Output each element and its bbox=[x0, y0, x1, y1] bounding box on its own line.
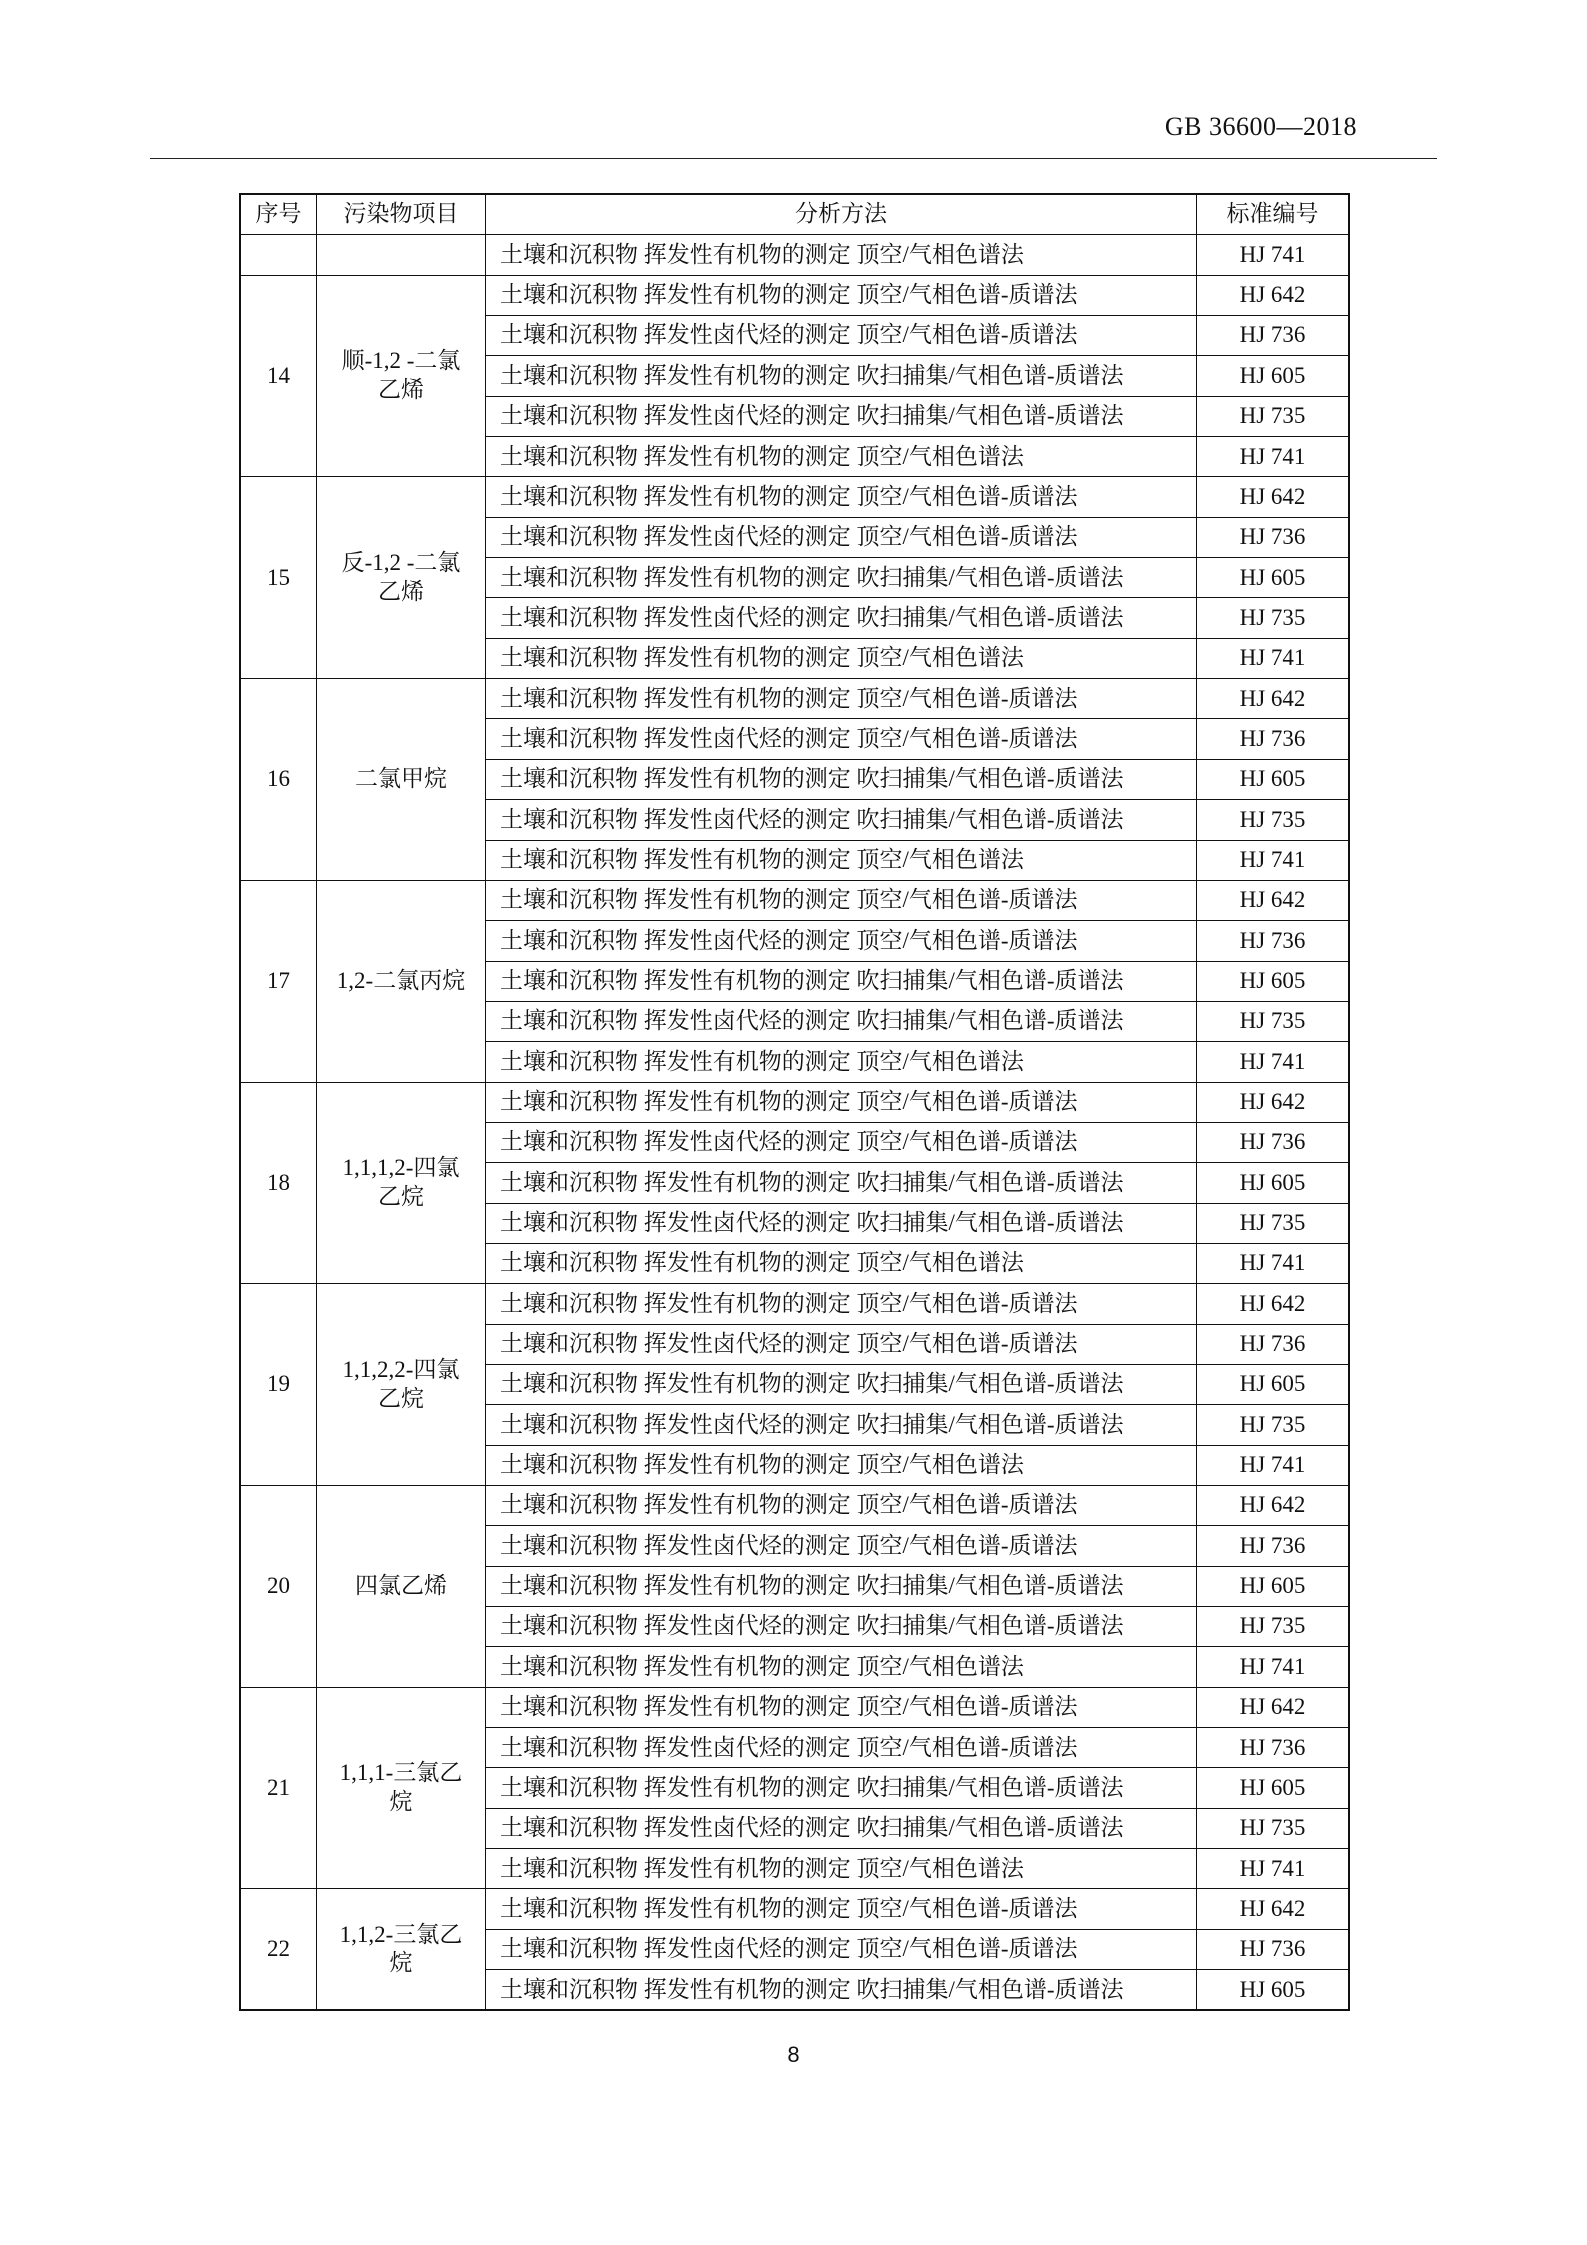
standard-code-cell: HJ 736 bbox=[1197, 1122, 1350, 1162]
pollutant-name-cell bbox=[317, 1687, 486, 1889]
row-number-cell: 15 bbox=[240, 477, 317, 679]
standard-code-cell: HJ 736 bbox=[1197, 1728, 1350, 1768]
row-number-cell: 18 bbox=[240, 1082, 317, 1284]
standard-code-cell: HJ 741 bbox=[1197, 638, 1350, 678]
method-cell: 土壤和沉积物 挥发性有机物的测定 顶空/气相色谱-质谱法 bbox=[486, 275, 1197, 315]
method-cell: 土壤和沉积物 挥发性有机物的测定 顶空/气相色谱法 bbox=[486, 1042, 1197, 1082]
standard-code-cell: HJ 736 bbox=[1197, 719, 1350, 759]
method-cell: 土壤和沉积物 挥发性有机物的测定 吹扫捕集/气相色谱-质谱法 bbox=[486, 1364, 1197, 1404]
standard-code-cell: HJ 642 bbox=[1197, 477, 1350, 517]
method-cell: 土壤和沉积物 挥发性卤代烃的测定 吹扫捕集/气相色谱-质谱法 bbox=[486, 800, 1197, 840]
method-cell: 土壤和沉积物 挥发性有机物的测定 吹扫捕集/气相色谱-质谱法 bbox=[486, 558, 1197, 598]
standard-code-cell: HJ 741 bbox=[1197, 840, 1350, 880]
standard-code-cell: HJ 735 bbox=[1197, 1405, 1350, 1445]
method-cell: 土壤和沉积物 挥发性有机物的测定 顶空/气相色谱-质谱法 bbox=[486, 1486, 1197, 1526]
standard-code-cell: HJ 741 bbox=[1197, 1042, 1350, 1082]
method-cell: 土壤和沉积物 挥发性有机物的测定 顶空/气相色谱-质谱法 bbox=[486, 1284, 1197, 1324]
table-row bbox=[240, 679, 1349, 719]
standard-code: GB 36600—2018 bbox=[1164, 112, 1357, 141]
table-body bbox=[240, 235, 1349, 2011]
pollutant-name-cell bbox=[317, 1889, 486, 2011]
method-cell: 土壤和沉积物 挥发性卤代烃的测定 顶空/气相色谱-质谱法 bbox=[486, 517, 1197, 557]
standard-code-cell: HJ 642 bbox=[1197, 275, 1350, 315]
pollutant-name-cell bbox=[317, 1082, 486, 1284]
method-cell: 土壤和沉积物 挥发性有机物的测定 吹扫捕集/气相色谱-质谱法 bbox=[486, 1768, 1197, 1808]
pollutant-name: 1,1,1,2-四氯乙烷 bbox=[342, 1155, 460, 1209]
pollutant-name: 二氯甲烷 bbox=[355, 766, 447, 792]
method-cell: 土壤和沉积物 挥发性卤代烃的测定 吹扫捕集/气相色谱-质谱法 bbox=[486, 1808, 1197, 1848]
row-number-cell: 20 bbox=[240, 1486, 317, 1688]
pollutant-name-cell bbox=[317, 235, 486, 275]
standard-code-cell: HJ 642 bbox=[1197, 1687, 1350, 1727]
method-cell: 土壤和沉积物 挥发性有机物的测定 吹扫捕集/气相色谱-质谱法 bbox=[486, 961, 1197, 1001]
table-row bbox=[240, 1687, 1349, 1727]
pollutant-name-cell bbox=[317, 1486, 486, 1688]
pollutant-name-cell bbox=[317, 1284, 486, 1486]
method-cell: 土壤和沉积物 挥发性卤代烃的测定 顶空/气相色谱-质谱法 bbox=[486, 1526, 1197, 1566]
column-header-no: 序号 bbox=[240, 194, 317, 235]
standard-code-cell: HJ 605 bbox=[1197, 1566, 1350, 1606]
method-cell: 土壤和沉积物 挥发性有机物的测定 吹扫捕集/气相色谱-质谱法 bbox=[486, 759, 1197, 799]
standard-code-cell: HJ 642 bbox=[1197, 1889, 1350, 1929]
method-cell: 土壤和沉积物 挥发性有机物的测定 顶空/气相色谱-质谱法 bbox=[486, 1082, 1197, 1122]
standard-code-cell: HJ 741 bbox=[1197, 1647, 1350, 1687]
standard-code-cell: HJ 642 bbox=[1197, 1284, 1350, 1324]
table-row bbox=[240, 1082, 1349, 1122]
method-cell: 土壤和沉积物 挥发性有机物的测定 顶空/气相色谱-质谱法 bbox=[486, 679, 1197, 719]
standard-code-cell: HJ 605 bbox=[1197, 558, 1350, 598]
pollutant-name: 反-1,2 -二氯乙烯 bbox=[341, 550, 461, 604]
standard-code-cell: HJ 735 bbox=[1197, 1203, 1350, 1243]
method-cell: 土壤和沉积物 挥发性卤代烃的测定 吹扫捕集/气相色谱-质谱法 bbox=[486, 1203, 1197, 1243]
row-number-cell: 22 bbox=[240, 1889, 317, 2011]
header-rule bbox=[150, 158, 1437, 159]
standard-code-cell: HJ 741 bbox=[1197, 1445, 1350, 1485]
standard-code-cell: HJ 642 bbox=[1197, 880, 1350, 920]
standard-code-cell: HJ 605 bbox=[1197, 961, 1350, 1001]
standard-code-cell: HJ 605 bbox=[1197, 1364, 1350, 1404]
standard-code-cell: HJ 605 bbox=[1197, 1163, 1350, 1203]
method-cell: 土壤和沉积物 挥发性有机物的测定 顶空/气相色谱法 bbox=[486, 1445, 1197, 1485]
standard-code-cell: HJ 642 bbox=[1197, 1082, 1350, 1122]
method-cell: 土壤和沉积物 挥发性卤代烃的测定 顶空/气相色谱-质谱法 bbox=[486, 1728, 1197, 1768]
method-cell: 土壤和沉积物 挥发性卤代烃的测定 顶空/气相色谱-质谱法 bbox=[486, 316, 1197, 356]
table-row bbox=[240, 235, 1349, 275]
table-row bbox=[240, 880, 1349, 920]
method-cell: 土壤和沉积物 挥发性有机物的测定 顶空/气相色谱-质谱法 bbox=[486, 477, 1197, 517]
method-cell: 土壤和沉积物 挥发性有机物的测定 顶空/气相色谱法 bbox=[486, 840, 1197, 880]
row-number-cell: 16 bbox=[240, 679, 317, 881]
row-number-cell: 17 bbox=[240, 880, 317, 1082]
method-cell: 土壤和沉积物 挥发性卤代烃的测定 吹扫捕集/气相色谱-质谱法 bbox=[486, 1607, 1197, 1647]
standard-code-cell: HJ 741 bbox=[1197, 235, 1350, 275]
method-cell: 土壤和沉积物 挥发性卤代烃的测定 吹扫捕集/气相色谱-质谱法 bbox=[486, 1001, 1197, 1041]
method-cell: 土壤和沉积物 挥发性有机物的测定 顶空/气相色谱-质谱法 bbox=[486, 1889, 1197, 1929]
standard-code-cell: HJ 735 bbox=[1197, 396, 1350, 436]
standard-code-cell: HJ 735 bbox=[1197, 598, 1350, 638]
standard-code-cell: HJ 741 bbox=[1197, 1243, 1350, 1283]
table-row bbox=[240, 1486, 1349, 1526]
method-cell: 土壤和沉积物 挥发性有机物的测定 顶空/气相色谱法 bbox=[486, 235, 1197, 275]
pollutant-name-cell bbox=[317, 477, 486, 679]
pollutant-name-cell bbox=[317, 880, 486, 1082]
method-cell: 土壤和沉积物 挥发性有机物的测定 吹扫捕集/气相色谱-质谱法 bbox=[486, 1970, 1197, 2011]
pollutant-name-cell bbox=[317, 275, 486, 477]
standard-code-cell: HJ 605 bbox=[1197, 1970, 1350, 2011]
method-cell: 土壤和沉积物 挥发性卤代烃的测定 顶空/气相色谱-质谱法 bbox=[486, 921, 1197, 961]
standard-code-cell: HJ 736 bbox=[1197, 316, 1350, 356]
standard-code-cell: HJ 642 bbox=[1197, 1486, 1350, 1526]
pollutant-name: 顺-1,2 -二氯乙烯 bbox=[341, 348, 461, 403]
method-cell: 土壤和沉积物 挥发性有机物的测定 顶空/气相色谱法 bbox=[486, 437, 1197, 477]
row-number-cell bbox=[240, 235, 317, 275]
method-cell: 土壤和沉积物 挥发性有机物的测定 吹扫捕集/气相色谱-质谱法 bbox=[486, 1566, 1197, 1606]
method-cell: 土壤和沉积物 挥发性有机物的测定 顶空/气相色谱法 bbox=[486, 638, 1197, 678]
standard-code-cell: HJ 605 bbox=[1197, 356, 1350, 396]
standard-code-cell: HJ 735 bbox=[1197, 1607, 1350, 1647]
method-cell: 土壤和沉积物 挥发性卤代烃的测定 顶空/气相色谱-质谱法 bbox=[486, 1122, 1197, 1162]
method-cell: 土壤和沉积物 挥发性卤代烃的测定 顶空/气相色谱-质谱法 bbox=[486, 1929, 1197, 1969]
method-cell: 土壤和沉积物 挥发性有机物的测定 吹扫捕集/气相色谱-质谱法 bbox=[486, 356, 1197, 396]
row-number-cell: 21 bbox=[240, 1687, 317, 1889]
standard-code-cell: HJ 736 bbox=[1197, 517, 1350, 557]
method-cell: 土壤和沉积物 挥发性有机物的测定 吹扫捕集/气相色谱-质谱法 bbox=[486, 1163, 1197, 1203]
column-header-method: 分析方法 bbox=[486, 194, 1197, 235]
standard-code-cell: HJ 605 bbox=[1197, 759, 1350, 799]
standard-code-cell: HJ 741 bbox=[1197, 1849, 1350, 1889]
pollutant-name: 1,1,2,2-四氯乙烷 bbox=[342, 1356, 460, 1411]
pollutant-name: 1,1,1-三氯乙烷 bbox=[339, 1760, 463, 1815]
standard-code-cell: HJ 736 bbox=[1197, 921, 1350, 961]
method-cell: 土壤和沉积物 挥发性有机物的测定 顶空/气相色谱法 bbox=[486, 1243, 1197, 1283]
method-cell: 土壤和沉积物 挥发性卤代烃的测定 吹扫捕集/气相色谱-质谱法 bbox=[486, 1405, 1197, 1445]
method-cell: 土壤和沉积物 挥发性卤代烃的测定 顶空/气相色谱-质谱法 bbox=[486, 1324, 1197, 1364]
table-header bbox=[240, 194, 1349, 235]
row-number-cell: 14 bbox=[240, 275, 317, 477]
standard-code-cell: HJ 736 bbox=[1197, 1929, 1350, 1969]
table-row bbox=[240, 477, 1349, 517]
column-header-standard: 标准编号 bbox=[1197, 194, 1350, 235]
standard-code-cell: HJ 605 bbox=[1197, 1768, 1350, 1808]
page-number: 8 bbox=[787, 2042, 800, 2067]
method-cell: 土壤和沉积物 挥发性有机物的测定 顶空/气相色谱-质谱法 bbox=[486, 880, 1197, 920]
method-cell: 土壤和沉积物 挥发性卤代烃的测定 吹扫捕集/气相色谱-质谱法 bbox=[486, 598, 1197, 638]
table-row bbox=[240, 1889, 1349, 1929]
row-number-cell: 19 bbox=[240, 1284, 317, 1486]
standard-code-cell: HJ 642 bbox=[1197, 679, 1350, 719]
pollutant-name: 四氯乙烯 bbox=[355, 1572, 447, 1598]
standard-code-cell: HJ 736 bbox=[1197, 1324, 1350, 1364]
method-cell: 土壤和沉积物 挥发性有机物的测定 顶空/气相色谱-质谱法 bbox=[486, 1687, 1197, 1727]
standard-code-cell: HJ 735 bbox=[1197, 1001, 1350, 1041]
method-cell: 土壤和沉积物 挥发性有机物的测定 顶空/气相色谱法 bbox=[486, 1647, 1197, 1687]
method-cell: 土壤和沉积物 挥发性卤代烃的测定 吹扫捕集/气相色谱-质谱法 bbox=[486, 396, 1197, 436]
standard-code-cell: HJ 735 bbox=[1197, 800, 1350, 840]
pollutant-name: 1,2-二氯丙烷 bbox=[336, 967, 466, 993]
standard-code-cell: HJ 736 bbox=[1197, 1526, 1350, 1566]
header-row bbox=[240, 194, 1349, 235]
column-header-pollutant: 污染物项目 bbox=[317, 194, 486, 235]
standard-code-cell: HJ 741 bbox=[1197, 437, 1350, 477]
method-cell: 土壤和沉积物 挥发性卤代烃的测定 顶空/气相色谱-质谱法 bbox=[486, 719, 1197, 759]
table-row bbox=[240, 275, 1349, 315]
standard-code-cell: HJ 735 bbox=[1197, 1808, 1350, 1848]
analysis-methods-table bbox=[239, 193, 1350, 2011]
pollutant-name-cell bbox=[317, 679, 486, 881]
method-cell: 土壤和沉积物 挥发性有机物的测定 顶空/气相色谱法 bbox=[486, 1849, 1197, 1889]
pollutant-name: 1,1,2-三氯乙烷 bbox=[339, 1921, 463, 1976]
table-row bbox=[240, 1284, 1349, 1324]
